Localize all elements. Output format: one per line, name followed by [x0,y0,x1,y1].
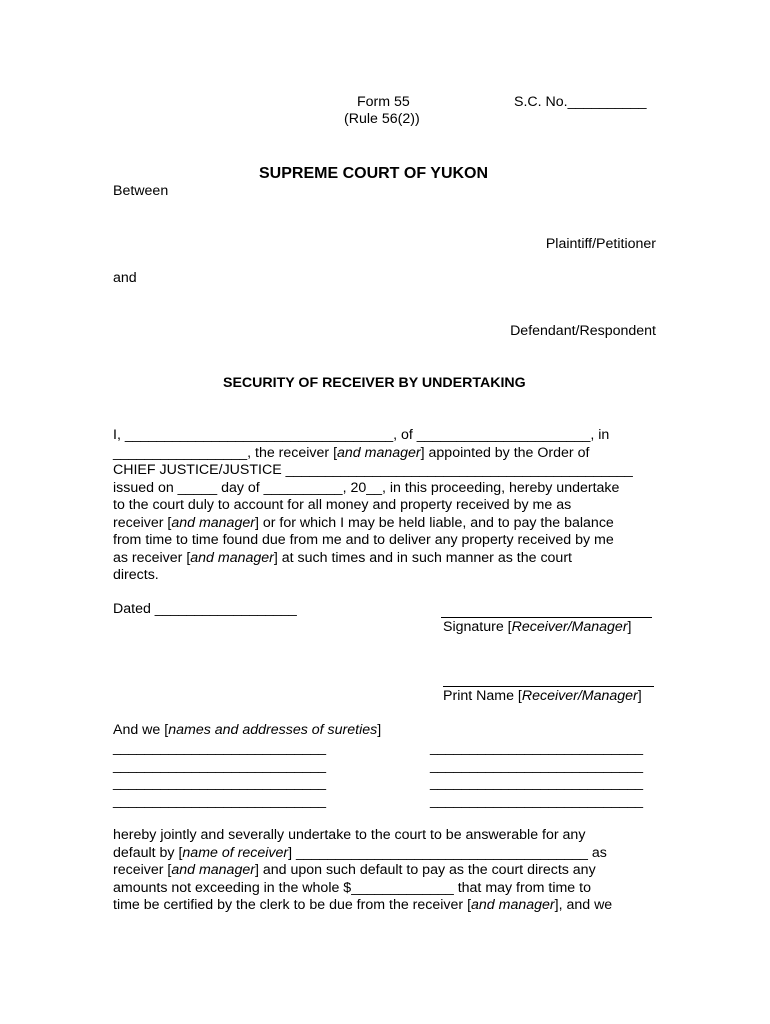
undertaking-line: issued on _____ day of __________, 20__, in this proceeding, hereby undertake [113,479,620,496]
court-title: SUPREME COURT OF YUKON [259,165,489,182]
undertaking-line: as receiver [and manager] at such times and in such manner as the court [113,549,572,566]
joint-line: hereby jointly and severally undertake to the court to be answerable for any [113,827,586,843]
undertaking-line: CHIEF JUSTICE/JUSTICE ____________________________________________ [113,462,633,478]
rule-reference: (Rule 56(2)) [344,111,420,127]
sureties-intro: And we [names and addresses of sureties] [113,722,382,738]
joint-line: receiver [and manager] and upon such default to pay as the court directs any [113,862,596,878]
signature-line [441,617,652,618]
surety-line: ___________________________ [430,740,644,756]
undertaking-line: _________________, the receiver [and manager] appointed by the Order of [113,444,590,461]
joint-line: amounts not exceeding in the whole $_____________ that may from time to [113,879,591,896]
print-name-caption: Print Name [Receiver/Manager] [443,688,642,704]
undertaking-line: to the court duly to account for all money and property received by me as [113,497,572,513]
undertaking-line: from time to time found due from me and to deliver any property received by me [113,532,614,548]
plaintiff-label: Plaintiff/Petitioner [545,236,656,252]
surety-line: ___________________________ [113,775,327,791]
dated-field: Dated __________________ [113,601,297,617]
surety-line: ___________________________ [430,757,644,774]
defendant-label: Defendant/Respondent [510,323,656,339]
sc-number: S.C. No.__________ [514,94,647,110]
sureties-right-lines [430,740,643,810]
surety-line: ___________________________ [113,792,327,809]
surety-line: ___________________________ [113,757,327,774]
surety-line: ___________________________ [113,740,327,756]
and-label: and [113,270,137,286]
undertaking-line: receiver [and manager] or for which I may be held liable, and to pay the balance [113,514,614,531]
undertaking-paragraph [113,427,633,585]
joint-line: default by [name of receiver] _____________________________________ as [113,844,607,861]
signature-caption: Signature [Receiver/Manager] [443,619,632,635]
print-name-line [443,686,654,687]
undertaking-line: I, __________________________________, of ______________________, in [113,427,610,443]
undertaking-line: directs. [113,567,159,583]
joint-paragraph [113,827,612,915]
surety-line: ___________________________ [430,775,644,791]
document-title: SECURITY OF RECEIVER BY UNDERTAKING [223,375,526,391]
form-number: Form 55 [357,94,410,110]
sureties-left-lines [113,740,326,810]
between-label: Between [113,183,169,199]
joint-line: time be certified by the clerk to be due from the receiver [and manager], and we [113,897,613,913]
surety-line: ___________________________ [430,792,644,809]
